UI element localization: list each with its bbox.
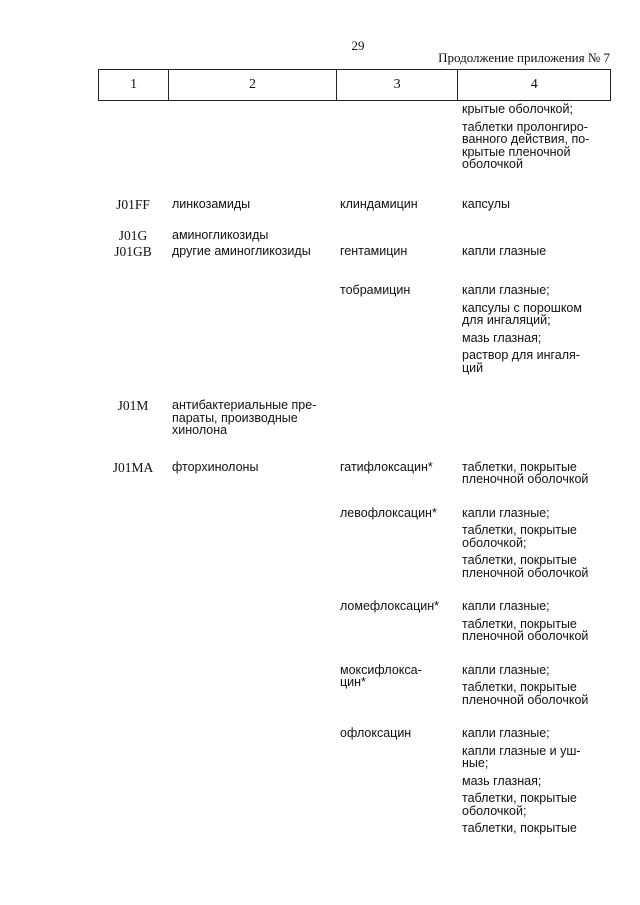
drug-cell-text: гентамицин (340, 243, 408, 258)
dosage-form: таблетки, покрытые оболочкой; (462, 523, 577, 550)
dosage-forms-cell (458, 229, 611, 243)
table-body (98, 103, 611, 840)
dosage-form: таблетки, покрытые пленочной оболочкой (462, 616, 589, 643)
table-row (98, 103, 611, 176)
dosage-form: таблетки, покрытые пленочной оболочкой (462, 553, 589, 580)
table-row (98, 461, 611, 491)
table-row (98, 664, 611, 712)
atc-code-cell (98, 103, 168, 176)
table-row (98, 600, 611, 648)
group-cell-text: антибактериальные пре- параты, производные хинолона (172, 398, 317, 437)
atc-code-cell (98, 229, 168, 243)
dosage-forms-cell (458, 103, 611, 176)
group-cell (168, 229, 336, 243)
drug-cell-text: левофлоксацин* (340, 505, 437, 520)
group-cell (168, 103, 336, 176)
drug-cell-text: моксифлокса- цин* (340, 662, 422, 689)
dosage-forms-cell (458, 600, 611, 648)
atc-code-cell (98, 507, 168, 585)
group-cell-text: другие аминогликозиды (172, 243, 311, 258)
dosage-form: таблетки, покрытые пленочной оболочкой (462, 459, 589, 486)
page-number: 29 (351, 38, 365, 53)
drug-cell (336, 664, 458, 712)
dosage-form: раствор для ингаля- ций (462, 348, 580, 375)
atc-code-cell (98, 600, 168, 648)
group-cell (168, 727, 336, 840)
drug-cell (336, 727, 458, 840)
dosage-form: капли глазные (462, 243, 547, 258)
dosage-form: капли глазные; (462, 662, 550, 677)
dosage-form: таблетки, покрытые (462, 821, 577, 835)
drug-cell-text: клиндамицин (340, 196, 418, 211)
atc-code-cell (98, 664, 168, 712)
atc-code-cell-text: J01G (118, 228, 148, 243)
group-cell (168, 461, 336, 491)
continuation-note: Продолжение приложения № 7 (438, 50, 610, 65)
dosage-forms-cell (458, 245, 611, 263)
group-cell (168, 284, 336, 379)
header-col-1: 1 (99, 70, 169, 101)
dosage-form: капли глазные; (462, 726, 550, 740)
dosage-form: таблетки, покрытые пленочной оболочкой (462, 680, 589, 707)
drug-cell (336, 461, 458, 491)
header-col-3: 3 (336, 70, 458, 101)
dosage-form: капли глазные; (462, 283, 550, 297)
dosage-forms-cell (458, 284, 611, 379)
table-row (98, 399, 611, 437)
dosage-forms-cell (458, 664, 611, 712)
drug-cell-text: тобрамицин (340, 283, 411, 297)
dosage-forms-cell (458, 507, 611, 585)
header-col-4: 4 (458, 70, 611, 101)
dosage-form: капли глазные; (462, 599, 550, 613)
dosage-forms-cell (458, 198, 611, 216)
table-row (98, 245, 611, 263)
drug-cell (336, 600, 458, 648)
drug-cell (336, 507, 458, 585)
atc-code-cell (98, 284, 168, 379)
dosage-form: капсулы (462, 196, 510, 211)
drug-cell (336, 229, 458, 243)
group-cell (168, 600, 336, 648)
dosage-form: мазь глазная; (462, 330, 542, 345)
atc-code-cell-text: J01GB (114, 243, 152, 259)
atc-code-cell (98, 198, 168, 216)
dosage-form: крытые оболочкой; (462, 102, 573, 116)
dosage-form: мазь глазная; (462, 773, 542, 788)
table-row (98, 727, 611, 840)
drug-cell-text: гатифлоксацин* (340, 459, 433, 474)
dosage-forms-cell (458, 727, 611, 840)
drug-cell (336, 198, 458, 216)
drug-cell-text: ломефлоксацин* (340, 599, 440, 613)
group-cell-text: аминогликозиды (172, 228, 269, 242)
drug-cell-text: офлоксацин (340, 726, 412, 740)
group-cell (168, 198, 336, 216)
drug-cell (336, 103, 458, 176)
table-row (98, 284, 611, 379)
table-row (98, 229, 611, 243)
group-cell (168, 507, 336, 585)
group-cell (168, 245, 336, 263)
table-row (98, 198, 611, 216)
drug-cell (336, 399, 458, 437)
dosage-form: таблетки, покрытые оболочкой; (462, 791, 577, 818)
dosage-form: капли глазные; (462, 505, 550, 520)
dosage-form: капсулы с порошком для ингаляций; (462, 300, 582, 327)
table-header (98, 69, 611, 101)
dosage-form: таблетки пролонгиро- ванного действия, по- крытые пленочной оболочкой (462, 119, 590, 171)
drug-cell (336, 245, 458, 263)
atc-code-cell (98, 727, 168, 840)
atc-code-cell (98, 399, 168, 437)
group-cell (168, 399, 336, 437)
group-cell-text: линкозамиды (172, 196, 251, 211)
atc-code-cell-text: J01M (117, 398, 149, 413)
group-cell (168, 664, 336, 712)
dosage-form: капли глазные и уш- ные; (462, 743, 581, 770)
drug-cell (336, 284, 458, 379)
table-row (98, 507, 611, 585)
atc-code-cell-text: J01FF (116, 196, 150, 212)
atc-code-cell (98, 245, 168, 263)
header-col-2: 2 (169, 70, 336, 101)
dosage-forms-cell (458, 461, 611, 491)
group-cell-text: фторхинолоны (172, 459, 259, 474)
atc-code-cell-text: J01MA (112, 459, 154, 475)
atc-code-cell (98, 461, 168, 491)
dosage-forms-cell (458, 399, 611, 437)
